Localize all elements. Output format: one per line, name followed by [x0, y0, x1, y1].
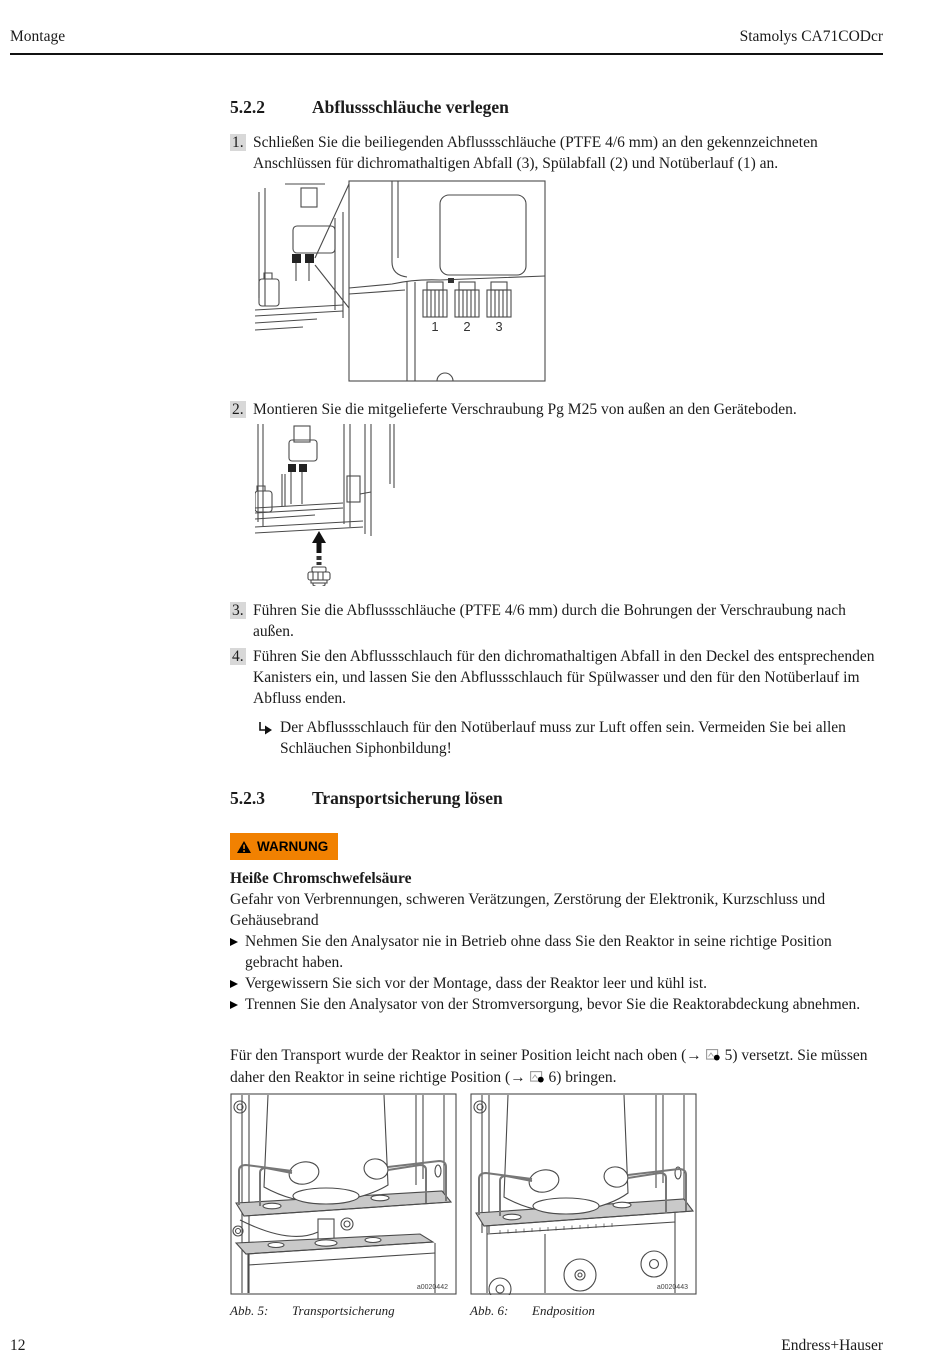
bullet-item — [230, 931, 886, 973]
transport-paragraph — [230, 1045, 886, 1089]
bullet-text: Nehmen Sie den Analysator nie in Betrieb ohne dass Sie den Reaktor in seine richtige Position gebracht haben. — [245, 933, 832, 971]
step-text: Führen Sie die Abflussschläuche (PTFE 4/6 mm) durch die Bohrungen der Verschraubung nach außen. — [253, 602, 846, 640]
result-text: Der Abflussschlauch für den Notüberlauf muss zur Luft offen sein. Vermeiden Sie bei allen Schläuchen Siphonbildung! — [280, 719, 846, 757]
caption-text: Transportsicherung — [292, 1303, 395, 1318]
header-chapter: Montage — [10, 28, 66, 45]
step-text: Montieren Sie die mitgelieferte Verschraubung Pg M25 von außen an den Geräteboden. — [253, 401, 797, 418]
footer-page-number: 12 — [10, 1337, 26, 1354]
step-text: Schließen Sie die beiliegenden Abflussschläuche (PTFE 4/6 mm) an den gekennzeichneten Anschlüssen für dichromathaltigen Abfall (3), Spülabfall (2) und Notüberlauf (1) an. — [253, 134, 818, 172]
step-result — [257, 717, 886, 759]
header-product: Stamolys CA71CODcr — [739, 28, 883, 45]
figure-hose-connections — [255, 178, 886, 389]
section-heading-523 — [230, 787, 886, 809]
warning-triangle-icon — [237, 841, 251, 853]
paragraph-text: 6) bringen. — [544, 1069, 617, 1086]
section-title: Transportsicherung lösen — [312, 788, 503, 808]
bullet-text: Trennen Sie den Analysator von der Stromversorgung, bevor Sie die Reaktorabdeckung abnehmen. — [245, 996, 861, 1013]
caption-label: Abb. 5: — [230, 1303, 269, 1318]
step-text: Führen Sie den Abflussschlauch für den dichromathaltigen Abfall in den Deckel des entsprechenden Kanisters ein, und lassen Sie den Abflussschlauch für Spülwasser und den für den Notüberlauf im Abfluss enden. — [253, 648, 875, 707]
warning-label: WARNUNG — [257, 839, 329, 854]
connector-label-1: 1 — [431, 319, 439, 334]
step-row — [230, 399, 886, 420]
page-header — [10, 28, 883, 55]
section-heading-522 — [230, 96, 886, 118]
result-arrow-icon — [257, 720, 272, 759]
step-number: 3. — [232, 602, 244, 619]
step-row — [230, 132, 886, 174]
section-number: 5.2.2 — [230, 97, 265, 117]
step-number: 2. — [232, 401, 244, 418]
figure-gland-mounting — [255, 424, 886, 592]
figure-transport-lock — [230, 1093, 457, 1295]
warning-badge — [230, 833, 338, 860]
step-row — [230, 646, 886, 709]
page-content — [230, 90, 886, 1318]
page-footer — [10, 1337, 883, 1355]
section-title: Abflussschläuche verlegen — [312, 97, 509, 117]
figure-end-position — [470, 1093, 697, 1295]
connector-label-3: 3 — [495, 319, 503, 334]
figure-ref-icon — [530, 1068, 545, 1089]
caption-text: Endposition — [532, 1303, 595, 1318]
bullet-triangle-icon — [230, 938, 245, 973]
paragraph-text: 5) versetzt. Sie müssen daher den Reaktor in seine richtige Position (→ — [230, 1047, 868, 1086]
bullet-text: Vergewissern Sie sich vor der Montage, dass der Reaktor leer und kühl ist. — [245, 975, 708, 992]
footer-brand: Endress+Hauser — [781, 1337, 883, 1354]
figure-caption — [230, 1303, 470, 1318]
end-position-drawing — [470, 1093, 697, 1295]
bullet-triangle-icon — [230, 1001, 245, 1015]
warning-text: Gefahr von Verbrennungen, schweren Verätzungen, Zerstörung der Elektronik, Kurzschluss und Gehäusebrand — [230, 891, 826, 929]
bullet-item — [230, 994, 886, 1015]
gland-mounting-drawing — [255, 424, 395, 586]
caption-label: Abb. 6: — [470, 1303, 509, 1318]
figure-image-code: a0020443 — [656, 1284, 688, 1291]
hose-connections-drawing — [255, 178, 547, 383]
paragraph-text: Für den Transport wurde der Reaktor in seiner Position leicht nach oben (→ — [230, 1047, 706, 1064]
bullet-item — [230, 973, 886, 994]
figure-caption — [470, 1303, 595, 1318]
warning-bullets — [230, 931, 886, 1015]
warning-title: Heiße Chromschwefelsäure — [230, 870, 412, 887]
figure-captions — [230, 1303, 886, 1318]
bullet-triangle-icon — [230, 980, 245, 994]
figure-image-code: a0020442 — [416, 1284, 448, 1291]
transport-lock-drawing — [230, 1093, 457, 1295]
step-row — [230, 600, 886, 642]
step-number: 4. — [232, 648, 244, 665]
figure-row — [230, 1093, 886, 1295]
step-number: 1. — [232, 134, 244, 151]
figure-ref-icon — [706, 1046, 721, 1067]
section-number: 5.2.3 — [230, 788, 265, 808]
connector-label-2: 2 — [463, 319, 471, 334]
